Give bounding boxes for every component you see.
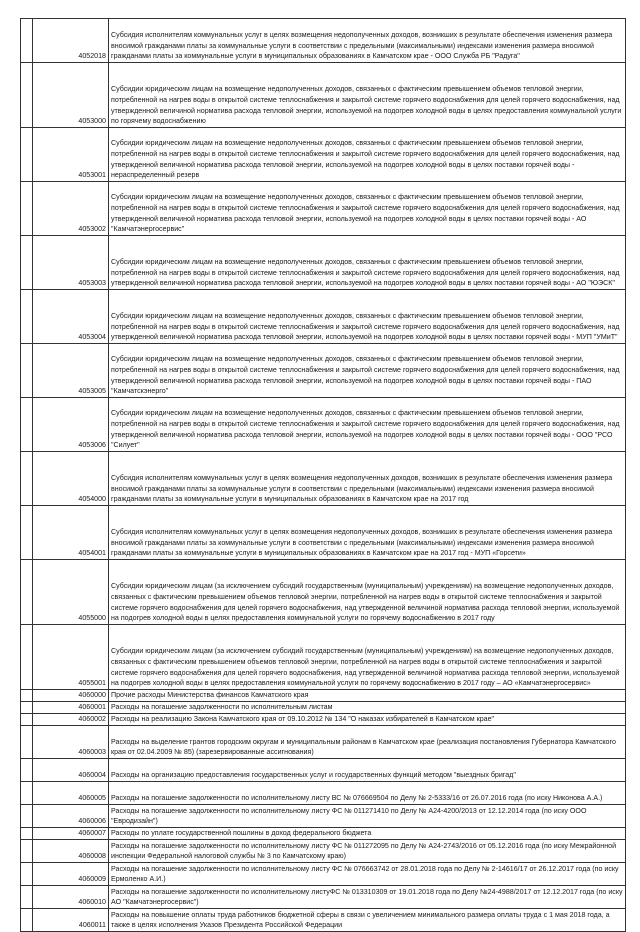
blank-cell <box>21 726 33 759</box>
blank-cell <box>21 690 33 702</box>
blank-cell <box>21 702 33 714</box>
table-row <box>21 840 626 863</box>
row-description: Расходы на погашение задолженности по исполнительным листам <box>109 702 626 714</box>
row-code: 4053001 <box>33 128 109 182</box>
blank-cell <box>21 560 33 625</box>
blank-cell <box>21 805 33 828</box>
table-row <box>21 702 626 714</box>
row-code: 4053004 <box>33 290 109 344</box>
blank-cell <box>21 452 33 506</box>
table-row <box>21 625 626 690</box>
row-description: Субсидии юридическим лицам на возмещение недополученных доходов, связанных с фактическим превышением объемов тепловой энергии, потребленной на нагрев воды в открытой системе теплоснабжения и закрытой системе горячего водоснабжения для целей горячего водоснабжения, над утвержденной величиной норматива расхода тепловой энергии, используемой на подогрев холодной воды в целях поставки горячей воды - ООО "РСО "Силует" <box>109 398 626 452</box>
row-code: 4053000 <box>33 63 109 128</box>
row-description: Субсидии юридическим лицам на возмещение недополученных доходов, связанных с фактическим превышением объемов тепловой энергии, потребленной на нагрев воды в открытой системе теплоснабжения и закрытой системе горячего водоснабжения для целей горячего водоснабжения, над утвержденной величиной норматива расхода тепловой энергии, используемой на подогрев холодной воды в целях поставки горячей воды - нераспределенный резерв <box>109 128 626 182</box>
blank-cell <box>21 398 33 452</box>
blank-cell <box>21 63 33 128</box>
row-code: 4052018 <box>33 19 109 63</box>
row-description: Расходы на погашение задолженности по исполнительному листу ФС № 076663742 от 28.01.2018 года по Делу № 2-14616/17 от 26.12.2017 года (по иску Ермоленко А.И.) <box>109 863 626 886</box>
row-code: 4053006 <box>33 398 109 452</box>
row-description: Субсидии юридическим лицам на возмещение недополученных доходов, связанных с фактическим превышением объемов тепловой энергии, потребленной на нагрев воды в открытой системе теплоснабжения и закрытой системе горячего водоснабжения для целей горячего водоснабжения, над утвержденной величиной норматива расхода тепловой энергии, используемой на подогрев холодной воды в целях предоставления коммунальной услуги по горячему водоснабжению <box>109 63 626 128</box>
row-description: Субсидии юридическим лицам на возмещение недополученных доходов, связанных с фактическим превышением объемов тепловой энергии, потребленной на нагрев воды в открытой системе теплоснабжения и закрытой системе горячего водоснабжения для целей горячего водоснабжения, над утвержденной величиной норматива расхода тепловой энергии, используемой на подогрев холодной воды в целях поставки горячей воды - АО "ЮЭСК" <box>109 236 626 290</box>
row-code: 4060005 <box>33 782 109 805</box>
row-code: 4060000 <box>33 690 109 702</box>
blank-cell <box>21 506 33 560</box>
table-row <box>21 452 626 506</box>
table-row <box>21 828 626 840</box>
table-row <box>21 344 626 398</box>
table-row <box>21 886 626 909</box>
row-code: 4060008 <box>33 840 109 863</box>
row-description: Расходы по уплате государственной пошлины в доход федерального бюджета <box>109 828 626 840</box>
row-description: Субсидии юридическим лицам на возмещение недополученных доходов, связанных с фактическим превышением объемов тепловой энергии, потребленной на нагрев воды в открытой системе теплоснабжения и закрытой системе горячего водоснабжения для целей горячего водоснабжения, над утвержденной величиной норматива расхода тепловой энергии, используемой на подогрев холодной воды в целях поставки горячей воды - ПАО "Камчатскэнерго" <box>109 344 626 398</box>
row-description: Расходы на реализацию Закона Камчатского края от 09.10.2012 № 134 "О наказах избирателей в Камчатском крае" <box>109 714 626 726</box>
row-description: Расходы на погашение задолженности по исполнительному листу ФС № 011271410 по Делу № А24-4200/2013 от 12.12.2014 года (по иску ООО "Евродизайн") <box>109 805 626 828</box>
table-row <box>21 290 626 344</box>
blank-cell <box>21 625 33 690</box>
budget-code-table <box>20 18 626 932</box>
row-description: Расходы на погашение задолженности по исполнительному листу ВС № 076669504 по Делу № 2-5333/16 от 26.07.2016 года (по иску Никонова А.А.) <box>109 782 626 805</box>
row-code: 4060007 <box>33 828 109 840</box>
row-description: Субсидия исполнителям коммунальных услуг в целях возмещения недополученных доходов, возникших в результате обеспечения изменения размера вносимой гражданами платы за коммунальные услуги в соответствии с предельными (максимальными) индексами изменения размера вносимой гражданами платы за коммунальные услуги в муниципальных образованиях в Камчатском крае на 2017 год - МУП «Горсети» <box>109 506 626 560</box>
row-description: Расходы на погашение задолженности по исполнительному листу ФС № 011272095 по Делу № А24-2743/2016 от 05.12.2016 года (по иску Межрайонной инспекции Федеральной налоговой службы № 3 по Камчатскому краю) <box>109 840 626 863</box>
row-code: 4054001 <box>33 506 109 560</box>
table-row <box>21 128 626 182</box>
row-code: 4060006 <box>33 805 109 828</box>
row-code: 4055000 <box>33 560 109 625</box>
row-description: Прочие расходы Министерства финансов Камчатского края <box>109 690 626 702</box>
blank-cell <box>21 182 33 236</box>
table-row <box>21 506 626 560</box>
table-row <box>21 726 626 759</box>
blank-cell <box>21 128 33 182</box>
row-description: Субсидия исполнителям коммунальных услуг в целях возмещения недополученных доходов, возникших в результате обеспечения изменения размера вносимой гражданами платы за коммунальные услуги в соответствии с предельными (максимальными) индексами изменения размера вносимой гражданами платы за коммунальные услуги в муниципальных образованиях в Камчатском крае - ООО Служба РБ "Радуга" <box>109 19 626 63</box>
blank-cell <box>21 344 33 398</box>
table-row <box>21 182 626 236</box>
table-row <box>21 805 626 828</box>
row-code: 4060010 <box>33 886 109 909</box>
table-row <box>21 863 626 886</box>
row-code: 4060002 <box>33 714 109 726</box>
blank-cell <box>21 886 33 909</box>
table-row <box>21 759 626 782</box>
row-code: 4060009 <box>33 863 109 886</box>
table-row <box>21 560 626 625</box>
blank-cell <box>21 909 33 932</box>
row-description: Субсидии юридическим лицам на возмещение недополученных доходов, связанных с фактическим превышением объемов тепловой энергии, потребленной на нагрев воды в открытой системе теплоснабжения и закрытой системе горячего водоснабжения для целей горячего водоснабжения, над утвержденной величиной норматива расхода тепловой энергии, используемой на подогрев холодной воды в целях поставки горячей воды - МУП "УМиТ" <box>109 290 626 344</box>
row-description: Расходы на повышение оплаты труда работников бюджетной сферы в связи с увеличением минимального размера оплаты труда с 1 мая 2018 года, а также в целях исполнения Указов Президента Российской Федерации <box>109 909 626 932</box>
table-row <box>21 714 626 726</box>
row-code: 4053003 <box>33 236 109 290</box>
table-row <box>21 63 626 128</box>
blank-cell <box>21 828 33 840</box>
blank-cell <box>21 290 33 344</box>
blank-cell <box>21 782 33 805</box>
row-code: 4055001 <box>33 625 109 690</box>
table-row <box>21 236 626 290</box>
row-description: Расходы на погашение задолженности по исполнительному листуФС № 013310309 от 19.01.2018 года по Делу №24-4988/2017 от 12.12.2017 года (по иску АО "Камчатэнергосервис") <box>109 886 626 909</box>
table-row <box>21 398 626 452</box>
row-code: 4053002 <box>33 182 109 236</box>
table-row <box>21 19 626 63</box>
blank-cell <box>21 759 33 782</box>
row-code: 4053005 <box>33 344 109 398</box>
row-description: Расходы на организацию предоставления государственных услуг и государственных функций методом "выездных бригад" <box>109 759 626 782</box>
blank-cell <box>21 863 33 886</box>
table-row <box>21 690 626 702</box>
blank-cell <box>21 840 33 863</box>
row-description: Субсидии юридическим лицам (за исключением субсидий государственным (муниципальным) учреждениям) на возмещение недополученных доходов, связанных с фактическим превышением объемов тепловой энергии, потребленной на нагрев воды в открытой системе теплоснабжения и закрытой системе горячего водоснабжения для целей горячего водоснабжения, над утвержденной величиной норматива расхода тепловой энергии, используемой на подогрев холодной воды в целях предоставления коммунальной услуги по горячему водоснабжению в 2017 году – АО «Камчатэнергосервис» <box>109 625 626 690</box>
row-description: Субсидии юридическим лицам на возмещение недополученных доходов, связанных с фактическим превышением объемов тепловой энергии, потребленной на нагрев воды в открытой системе теплоснабжения и закрытой системе горячего водоснабжения для целей горячего водоснабжения, над утвержденной величиной норматива расхода тепловой энергии, используемой на подогрев холодной воды в целях поставки горячей воды - АО "Камчатэнергосервис" <box>109 182 626 236</box>
row-description: Субсидия исполнителям коммунальных услуг в целях возмещения недополученных доходов, возникших в результате обеспечения изменения размера вносимой гражданами платы за коммунальные услуги в соответствии с предельными (максимальными) индексами изменения размера вносимой гражданами платы за коммунальные услуги в муниципальных образованиях в Камчатском крае на 2017 год <box>109 452 626 506</box>
row-code: 4054000 <box>33 452 109 506</box>
blank-cell <box>21 19 33 63</box>
table-row <box>21 909 626 932</box>
row-code: 4060011 <box>33 909 109 932</box>
row-code: 4060003 <box>33 726 109 759</box>
blank-cell <box>21 714 33 726</box>
blank-cell <box>21 236 33 290</box>
row-description: Расходы на выделение грантов городским округам и муниципальным районам в Камчатском крае (реализация постановления Губернатора Камчатского края от 02.04.2009 № 85) (зарезервированные ассигнования) <box>109 726 626 759</box>
row-code: 4060001 <box>33 702 109 714</box>
table-row <box>21 782 626 805</box>
budget-code-sheet <box>20 18 625 932</box>
row-code: 4060004 <box>33 759 109 782</box>
row-description: Субсидии юридическим лицам (за исключением субсидий государственным (муниципальным) учреждениям) на возмещение недополученных доходов, связанных с фактическим превышением объемов тепловой энергии, потребленной на нагрев воды в открытой системе теплоснабжения и закрытой системе горячего водоснабжения для целей горячего водоснабжения, над утвержденной величиной норматива расхода тепловой энергии, используемой на подогрев холодной воды в целях предоставления коммунальной услуги по горячему водоснабжению в 2017 году <box>109 560 626 625</box>
